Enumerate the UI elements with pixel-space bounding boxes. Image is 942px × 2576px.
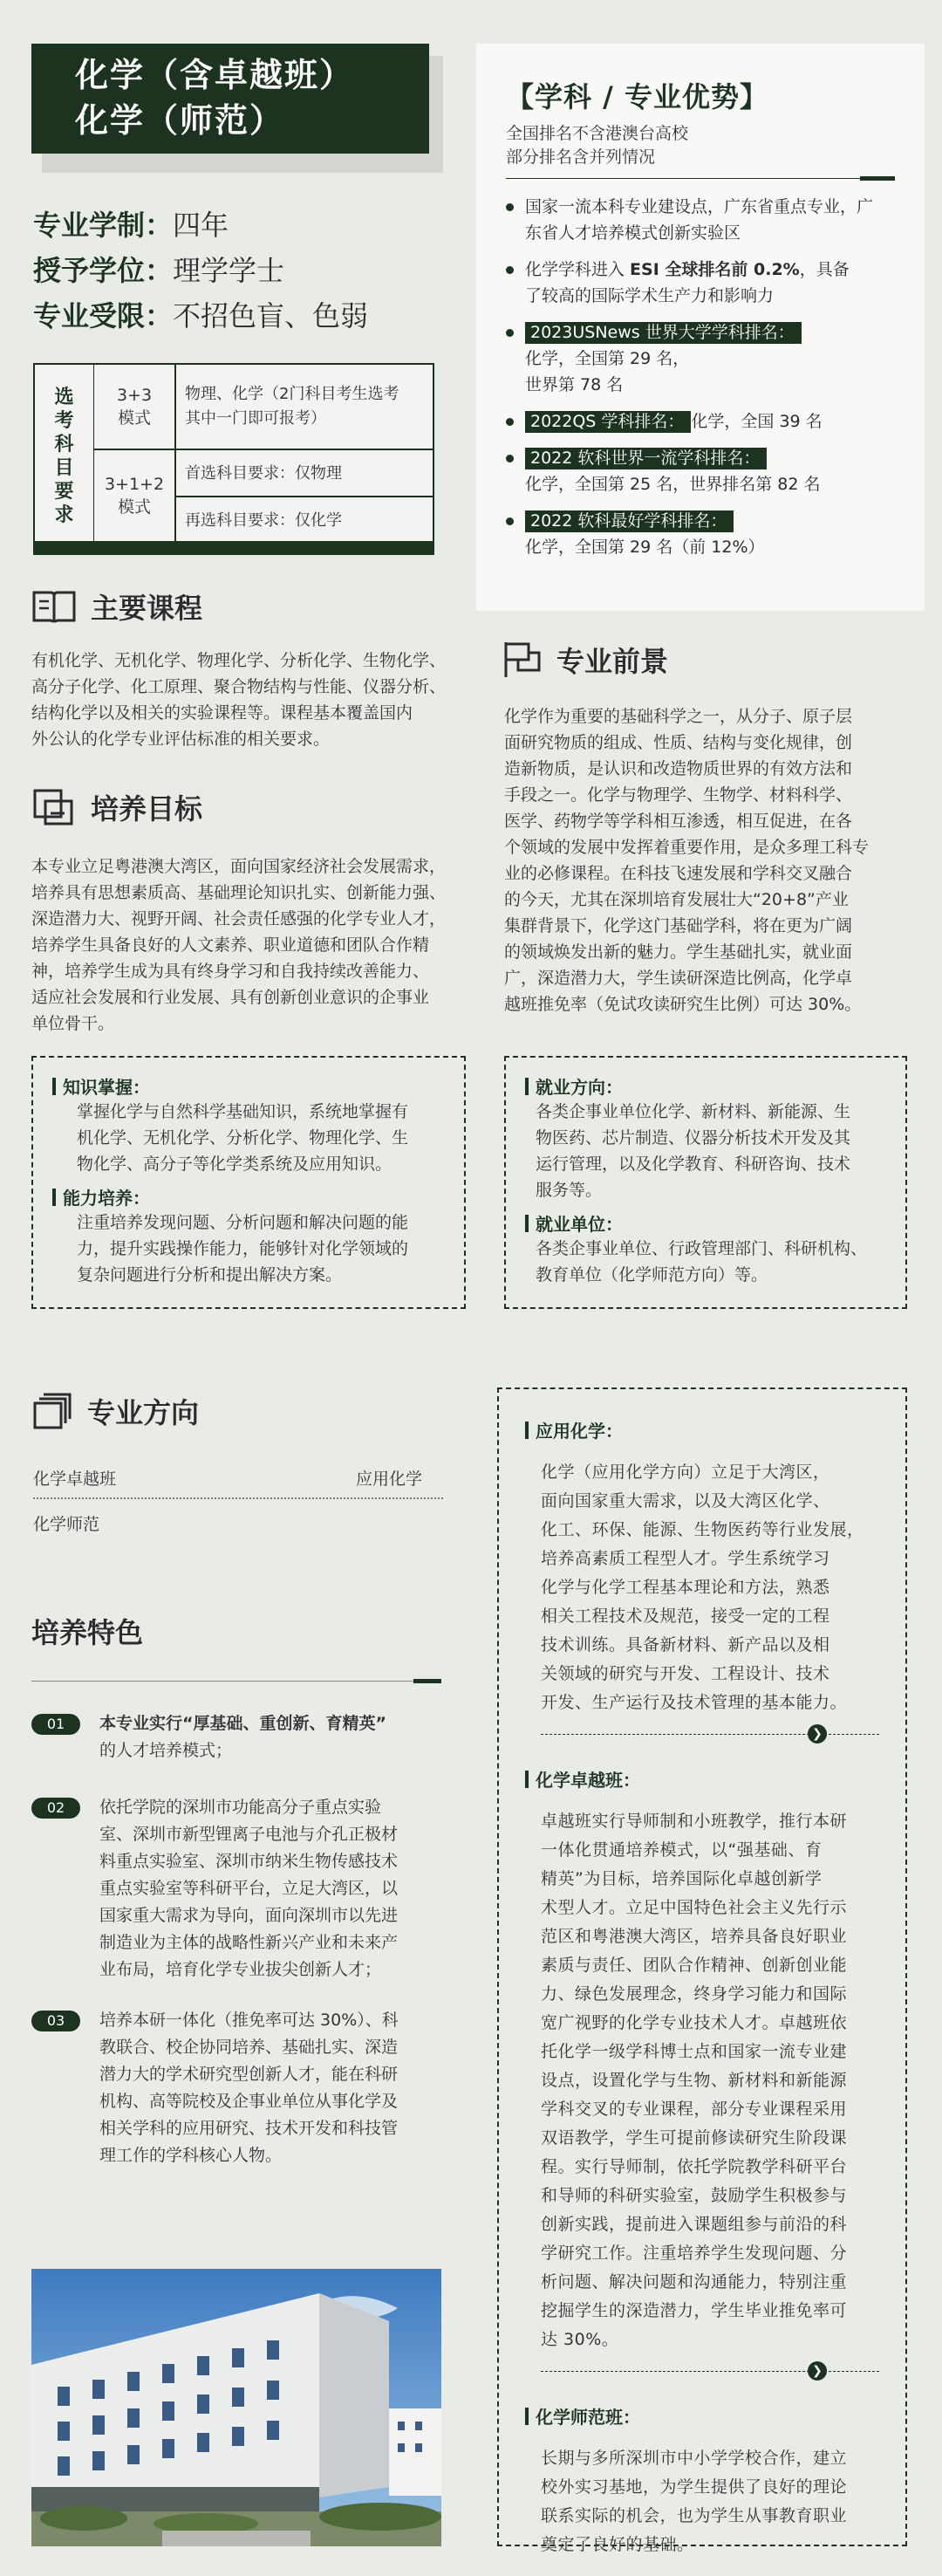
feature-number: 01 [31, 1714, 80, 1735]
detail-line: 达 30%。 [541, 2330, 619, 2349]
goals-line: 深造潜力大、视野开阔、社会责任感强的化学专业人才， [31, 909, 447, 928]
detail-line: 析问题、解决问题和沟通能力，特别注重 [541, 2272, 848, 2292]
esi-rank: ESI 全球排名前 0.2% [630, 260, 800, 279]
restriction-label: 专业受限： [33, 299, 174, 332]
advantage-text: 化学，全国第 29 名， [525, 349, 690, 368]
feature-line: 制造业为主体的战略性新兴产业和未来产 [99, 1933, 399, 1952]
ability-text [52, 1209, 445, 1288]
basic-info [33, 202, 452, 339]
prospects-heading [501, 639, 668, 681]
goals-text [31, 853, 476, 1037]
feature-line: 业布局，培育化学专业拔尖创新人才； [99, 1960, 382, 1979]
advantage-text: 化学学科进入 [525, 260, 631, 279]
req-h-4: 目 [54, 457, 74, 479]
features-heading [31, 1611, 143, 1651]
employment-line: 物医药、芯片制造、仪器分析技术开发及其 [536, 1128, 851, 1148]
degree-label: 授予学位： [33, 254, 174, 287]
features-divider-accent [413, 1679, 441, 1683]
detail-line: 技术训练。具备新材料、新产品以及相 [541, 1635, 830, 1655]
ability-heading: 能力培养： [52, 1184, 445, 1209]
degree-value: 理学学士 [173, 254, 285, 287]
advantage-text: 东省人才培养模式创新实验区 [525, 223, 741, 243]
applied-chem-text [525, 1458, 879, 1717]
feature-text [99, 1710, 441, 1764]
prospects-line: 面研究物质的组成、性质、结构与变化规律，创 [504, 733, 853, 752]
section-divider [541, 2361, 879, 2382]
duration-row [33, 202, 452, 248]
detail-line: 范区和粤港澳大湾区，培养具备良好职业 [541, 1927, 848, 1946]
courses-line: 有机化学、无机化学、物理化学、分析化学、生物化学、 [31, 651, 447, 670]
detail-line: 联系实际的机会，也为学生从事教育职业 [541, 2506, 848, 2525]
feature-line: 教联合、校企协同培养、基础扎实、深造 [99, 2038, 399, 2057]
ability-line: 力，提升实践操作能力，能够针对化学领域的 [77, 1239, 409, 1258]
ranking-tag: 2022QS 学科排名： [525, 411, 691, 433]
feature-line: 的人才培养模式； [99, 1741, 233, 1760]
flag-icon [501, 639, 543, 681]
advantage-text: 化学，全国第 25 名，世界排名第 82 名 [525, 475, 821, 494]
knowledge-line: 机化学、无机化学、分析化学、物理化学、生 [77, 1128, 409, 1148]
req-h-3: 科 [54, 434, 74, 456]
mode-3-3-name: 模式 [117, 408, 151, 428]
advantage-text: 国家一流本科专业建设点，广东省重点专业，广 [525, 197, 874, 216]
detail-line: 培养高素质工程型人才。学生系统学习 [541, 1549, 830, 1568]
mode-3-3-name: 3+3 [116, 386, 153, 405]
detail-line: 卓越班实行导师制和小班教学，推行本研 [541, 1812, 848, 1831]
feature-line: 机构、高等院校及企事业单位从事化学及 [99, 2092, 399, 2111]
prospects-line: 化学作为重要的基础科学之一，从分子、原子层 [504, 707, 853, 726]
prospects-line: 的今天，尤其在深圳培育发展壮大“20+8”产业 [504, 890, 849, 909]
title-line-2: 化学（师范） [75, 101, 285, 140]
skills-box [31, 1056, 466, 1309]
goals-line: 本专业立足粤港澳大湾区，面向国家经济社会发展需求， [31, 857, 447, 876]
courses-line: 高分子化学、化工原理、聚合物结构与性能、仪器分析、 [31, 677, 447, 696]
prospects-line: 造新物质，是认识和改造物质世界的有效方法和 [504, 759, 853, 778]
ranking-tag: 2022 软科世界一流学科排名： [525, 448, 767, 469]
duration-label: 专业学制： [33, 209, 174, 242]
prospects-text [504, 703, 907, 1017]
goals-line: 适应社会发展和行业发展、具有创新创业意识的企事业 [31, 988, 430, 1007]
feature-text [99, 2007, 441, 2169]
knowledge-line: 物化学、高分子等化学类系统及应用知识。 [77, 1154, 392, 1174]
mode-3-3-desc-line: 物理、化学（2门科目考生选考 [185, 385, 399, 403]
goals-line: 培养具有思想素质高、基础理论知识扎实、创新能力强、 [31, 883, 447, 902]
req-h-1: 选 [54, 387, 74, 408]
prospects-line: 集群背景下，化学这门基础学科，将在更为广阔 [504, 916, 853, 935]
detail-line: 程。实行导师制，依托学院教学科研平台 [541, 2157, 848, 2176]
advantage-panel [476, 44, 925, 611]
feature-item [31, 1794, 441, 1983]
feature-line: 重点实验室等科研平台，立足大湾区，以 [99, 1879, 399, 1898]
advantage-text: 世界第 78 名 [525, 375, 624, 394]
employment-direction-heading: 就业方向： [525, 1073, 886, 1099]
detail-line: 术型人才。立足中国特色社会主义先行示 [541, 1898, 848, 1917]
feature-line: 料重点实验室、深圳市纳米生物传感技术 [99, 1852, 399, 1871]
knowledge-heading: 知识掌握： [52, 1073, 445, 1099]
prospects-line: 业的必修课程。在科技飞速发展和学科交叉融合 [504, 864, 853, 883]
table-divider [94, 449, 433, 450]
detail-line: 设点，设置化学与生物、新材料和新能源 [541, 2071, 848, 2090]
advantage-note-line: 全国排名不含港澳台高校 [506, 124, 689, 143]
detail-line: 学研究工作。注重培养学生发现问题、分 [541, 2244, 848, 2263]
detail-line: 校外实习基地，为学生提供了良好的理论 [541, 2477, 848, 2497]
req-h-6: 求 [54, 504, 74, 526]
detail-line: 相关工程技术及规范，接受一定的工程 [541, 1607, 830, 1626]
restriction-row [33, 293, 452, 339]
normal-class-heading: 化学师范班： [525, 2403, 879, 2429]
courses-heading [31, 586, 202, 627]
section-divider [541, 1724, 879, 1745]
ranking-tag: 2023USNews 世界大学学科排名： [525, 322, 802, 344]
advantage-text: 了较高的国际学术生产力和影响力 [525, 286, 775, 305]
building-image [31, 2269, 441, 2546]
prospects-line: 的领域焕发出新的魅力。学生基础扎实，就业面 [504, 942, 853, 962]
directions-title: 专业方向 [87, 1396, 200, 1429]
employment-direction-text [525, 1099, 886, 1203]
second-subject-req: 再选科目要求：仅化学 [185, 511, 342, 530]
advantage-item [506, 508, 895, 560]
chevron-right-icon: ❯ [808, 1724, 827, 1744]
chevron-right-icon: ❯ [808, 2361, 827, 2381]
employment-box [504, 1056, 907, 1309]
mode-3-3-desc-line: 其中一门即可报考） [185, 409, 326, 428]
req-h-2: 考 [54, 410, 74, 432]
feature-text [99, 1794, 441, 1983]
advantage-text: 化学，全国第 29 名（前 12%） [525, 538, 765, 557]
prospects-line: 医学、药物学等学科相互渗透，相互促进，在各 [504, 812, 853, 831]
feature-line: 相关学科的应用研究、技术开发和科技管 [99, 2119, 399, 2138]
detail-line: 面向国家重大需求，以及大湾区化学、 [541, 1491, 830, 1511]
mode-3-1-2-name: 3+1+2 [104, 475, 165, 494]
direction-excellent: 化学卓越班 [33, 1470, 117, 1489]
mode-3-1-2-name: 模式 [117, 497, 151, 517]
first-subject-req: 首选科目要求：仅物理 [185, 464, 342, 483]
normal-class-text [525, 2444, 879, 2559]
direction-divider [33, 1497, 443, 1499]
mode-3-3-desc [185, 382, 429, 431]
goals-line: 培养学生具备良好的人文素养、职业道德和团队合作精 [31, 935, 430, 955]
features-title: 培养特色 [31, 1616, 144, 1649]
detail-line: 精英”为目标，培养国际化卓越创新学 [541, 1869, 823, 1888]
req-h-5: 要 [54, 481, 74, 503]
courses-text [31, 647, 476, 752]
building-photo [31, 2269, 441, 2546]
goals-line: 神，培养学生成为具有终身学习和自我持续改善能力、 [31, 962, 430, 981]
page-title [31, 44, 429, 154]
feature-line: 本专业实行“厚基础、重创新、育精英” [99, 1714, 386, 1733]
table-divider [174, 496, 433, 497]
prospects-title: 专业前景 [556, 645, 669, 678]
feature-line: 依托学院的深圳市功能高分子重点实验 [99, 1798, 382, 1817]
goals-line: 单位骨干。 [31, 1014, 115, 1033]
detail-line: 开发、生产运行及技术管理的基本能力。 [541, 1693, 848, 1712]
advantage-item [506, 445, 895, 497]
excellent-class-heading: 化学卓越班： [525, 1766, 879, 1792]
detail-line: 挖掘学生的深造潜力，学生毕业推免率可 [541, 2301, 848, 2320]
table-divider [174, 365, 176, 543]
courses-line: 结构化学以及相关的实验课程等。课程基本覆盖国内 [31, 703, 413, 723]
restriction-value: 不招色盲、色弱 [173, 299, 369, 332]
mode-3-1-2 [94, 473, 174, 518]
table-footer-bar [33, 541, 434, 555]
prospects-line: 个领域的发展中发挥着重要作用，是众多理工科专 [504, 838, 870, 857]
detail-line: 双语教学，学生可提前修读研究生阶段课 [541, 2128, 848, 2148]
book-icon [31, 587, 77, 626]
detail-line: 化学（应用化学方向）立足于大湾区， [541, 1463, 830, 1482]
detail-line: 宽广视野的化学专业技术人才。卓越班依 [541, 2013, 848, 2032]
advantage-text: ，具备 [799, 260, 850, 279]
advantage-item [506, 408, 895, 435]
advantage-note-line: 部分排名含并列情况 [506, 147, 656, 167]
layers-icon [31, 787, 77, 827]
advantage-item [506, 319, 895, 398]
employment-line: 各类企事业单位化学、新材料、新能源、生 [536, 1102, 851, 1121]
ability-line: 复杂问题进行分析和提出解决方案。 [77, 1265, 343, 1285]
advantage-text: 化学，全国 39 名 [691, 412, 823, 431]
detail-line: 奠定了良好的基础。 [541, 2535, 694, 2554]
detail-line: 力、绿色发展理念，终身学习能力和国际 [541, 1984, 848, 2004]
subject-requirement-table [33, 363, 434, 555]
features-divider [31, 1681, 441, 1682]
detail-line: 长期与多所深圳市中小学学校合作，建立 [541, 2449, 848, 2468]
detail-line: 关领域的研究与开发、工程设计、技术 [541, 1664, 830, 1683]
ranking-tag: 2022 软科最好学科排名： [525, 510, 734, 532]
prospects-line: 越班推免率（免试攻读研究生比例）可达 30%。 [504, 995, 862, 1014]
title-line-1: 化学（含卓越班） [75, 56, 355, 94]
feature-line: 室、深圳市新型锂离子电池与介孔正极材 [99, 1825, 399, 1844]
detail-line: 化学与化学工程基本理论和方法，熟悉 [541, 1578, 830, 1597]
direction-applied: 应用化学 [356, 1470, 423, 1489]
employment-line: 服务等。 [536, 1181, 603, 1200]
prospects-line: 手段之一。化学与物理学、生物学、材料科学、 [504, 785, 853, 805]
requirement-header [35, 365, 94, 553]
ability-line: 注重培养发现问题、分析问题和解决问题的能 [77, 1213, 409, 1232]
goals-title: 培养目标 [91, 792, 203, 826]
direction-detail-box [497, 1387, 907, 2554]
feature-number: 03 [31, 2011, 80, 2031]
detail-line: 和导师的科研实验室，鼓励学生积极参与 [541, 2186, 848, 2205]
detail-line: 化工、环保、能源、生物医药等行业发展， [541, 1520, 864, 1539]
advantage-divider [506, 176, 895, 182]
feature-line: 国家重大需求为导向，面向深圳市以先进 [99, 1906, 399, 1925]
employment-unit-text [525, 1236, 886, 1288]
direction-normal: 化学师范 [33, 1515, 100, 1534]
feature-line: 潜力大的学术研究型创新人才，能在科研 [99, 2065, 399, 2084]
advantage-title: 【学科 / 专业优势】 [506, 80, 768, 113]
courses-title: 主要课程 [91, 592, 203, 625]
employment-line: 教育单位（化学师范方向）等。 [536, 1265, 768, 1285]
advantage-note [506, 122, 895, 169]
employment-unit-heading: 就业单位： [525, 1210, 886, 1236]
degree-row [33, 248, 452, 293]
feature-item [31, 2007, 441, 2169]
detail-line: 素质与责任、团队合作精神、创新创业能 [541, 1956, 848, 1975]
knowledge-text [52, 1099, 445, 1177]
detail-line: 学科交叉的专业课程，部分专业课程采用 [541, 2100, 848, 2119]
employment-line: 运行管理，以及化学教育、科研咨询、技术 [536, 1154, 851, 1174]
advantage-item [506, 194, 895, 246]
employment-line: 各类企事业单位、行政管理部门、科研机构、 [536, 1239, 868, 1258]
duration-value: 四年 [173, 209, 229, 242]
excellent-class-text [525, 1807, 879, 2354]
courses-line: 外公认的化学专业评估标准的相关要求。 [31, 730, 331, 749]
mode-3-3 [94, 384, 174, 429]
detail-line: 一体化贯通培养模式，以“强基础、育 [541, 1840, 823, 1860]
advantage-item [506, 257, 895, 309]
copy-icon [31, 1391, 73, 1431]
prospects-line: 广，深造潜力大，学生读研深造比例高，化学卓 [504, 969, 853, 988]
feature-number: 02 [31, 1798, 80, 1819]
directions-heading [31, 1391, 199, 1431]
detail-line: 托化学一级学科博士点和国家一流专业建 [541, 2042, 848, 2061]
goals-heading [31, 787, 202, 827]
knowledge-line: 掌握化学与自然科学基础知识，系统地掌握有 [77, 1102, 409, 1121]
feature-item [31, 1710, 441, 1764]
detail-line: 创新实践，提前进入课题组参与前沿的科 [541, 2215, 848, 2234]
applied-chem-heading: 应用化学： [525, 1417, 879, 1442]
feature-line: 培养本研一体化（推免率可达 30%）、科 [99, 2011, 399, 2030]
feature-line: 理工作的学科核心人物。 [99, 2146, 283, 2165]
